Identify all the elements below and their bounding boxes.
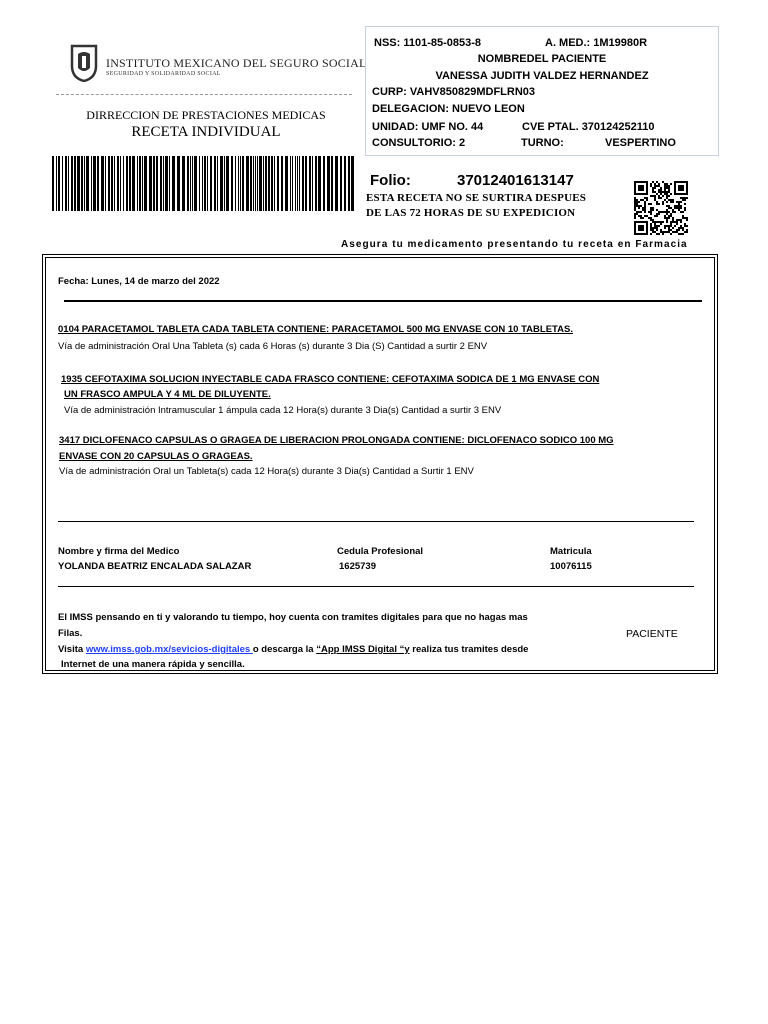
folio-label: Folio: (370, 172, 411, 189)
patient-name-label: NOMBREDEL PACIENTE (477, 53, 607, 65)
expiry-notice-line2: DE LAS 72 HORAS DE SU EXPEDICION (366, 207, 576, 219)
copy-label: PACIENTE (626, 628, 678, 640)
footer-line4: Internet de una manera rápida y sencilla. (61, 659, 245, 670)
signature-divider (58, 521, 694, 522)
cve-ptal: CVE PTAL. 370124252110 (522, 121, 655, 133)
matricula-number: 10076115 (550, 561, 592, 572)
med-2-instructions: Vía de administración Intramuscular 1 ámpula cada 12 Hora(s) durante 3 Dia(s) Cantidad a surtir 3 ENV (64, 405, 502, 416)
folio-number: 37012401613147 (457, 172, 574, 189)
prescription-date: Fecha: Lunes, 14 de marzo del 2022 (58, 276, 220, 287)
qr-code (634, 181, 688, 235)
imss-logo (68, 44, 367, 86)
digital-services-link[interactable]: www.imss.gob.mx/sevicios-digitales (85, 644, 253, 655)
med-3-title-cont: ENVASE CON 20 CAPSULAS O GRAGEAS. (59, 451, 253, 462)
med-3-instructions: Vía de administración Oral un Tableta(s) cada 12 Hora(s) durante 3 Dia(s) Cantidad a Surtir 1 ENV (59, 466, 474, 477)
header-divider (56, 94, 352, 95)
med-2-title: 1935 CEFOTAXIMA SOLUCION INYECTABLE CADA FRASCO CONTIENE: CEFOTAXIMA SODICA DE 1 MG ENVASE CON (61, 374, 600, 385)
institution-name: INSTITUTO MEXICANO DEL SEGURO SOCIAL (106, 56, 367, 70)
recipe-type: RECETA INDIVIDUAL (131, 124, 281, 140)
med-1-instructions: Vía de administración Oral Una Tableta (s) cada 6 Horas (s) durante 3 Dia (S) Cantidad a surtir 2 ENV (58, 341, 488, 352)
imss-emblem-icon (68, 44, 100, 82)
expiry-notice-line1: ESTA RECETA NO SE SURTIRA DESPUES (366, 192, 587, 204)
turno: VESPERTINO (605, 137, 676, 149)
a-med: A. MED.: 1M19980R (545, 37, 648, 49)
doctor-name-label: Nombre y firma del Medico (58, 546, 180, 557)
med-1-title: 0104 PARACETAMOL TABLETA CADA TABLETA CONTIENE: PARACETAMOL 500 MG ENVASE CON 10 TABLETAS. (58, 324, 573, 335)
matricula-label: Matricula (550, 546, 592, 557)
nss: NSS: 1101-85-0853-8 (374, 37, 482, 49)
curp: CURP: VAHV850829MDFLRN03 (372, 86, 536, 98)
patient-info-box (365, 26, 719, 156)
med-3-title: 3417 DICLOFENACO CAPSULAS O GRAGEA DE LIBERACION PROLONGADA CONTIENE: DICLOFENACO SODICO 100 MG (59, 435, 614, 446)
institution-motto: SEGURIDAD Y SOLIDARIDAD SOCIAL (106, 71, 221, 77)
doctor-name: YOLANDA BEATRIZ ENCALADA SALAZAR (58, 561, 252, 572)
cedula-number: 1625739 (339, 561, 376, 572)
cedula-label: Cedula Profesional (337, 546, 424, 557)
unidad: UNIDAD: UMF NO. 44 (372, 121, 484, 133)
footer-line3 (58, 644, 528, 655)
turno-label: TURNO: (521, 137, 564, 149)
footer-line3-end: realiza tus tramites desde (409, 644, 529, 655)
visit-text: Visita (58, 644, 86, 655)
patient-name: VANESSA JUDITH VALDEZ HERNANDEZ (435, 70, 649, 82)
prescription-body (45, 257, 715, 671)
footer-line1: El IMSS pensando en ti y valorando tu tiempo, hoy cuenta con tramites digitales para que no hagas mas (58, 612, 528, 623)
footer-line2: Filas. (58, 628, 83, 639)
delegacion: DELEGACION: NUEVO LEON (372, 103, 525, 115)
footer-divider (58, 586, 694, 587)
barcode (52, 156, 356, 211)
date-divider (64, 300, 702, 302)
app-name: “App IMSS Digital “y (316, 644, 410, 655)
download-text: o descarga la (252, 644, 317, 655)
department-name: DIRRECCION DE PRESTACIONES MEDICAS (86, 108, 326, 122)
pharmacy-notice: Asegura tu medicamento presentando tu receta en Farmacia (341, 239, 688, 250)
med-2-title-cont: UN FRASCO AMPULA Y 4 ML DE DILUYENTE. (64, 389, 271, 400)
consultorio: CONSULTORIO: 2 (372, 137, 466, 149)
